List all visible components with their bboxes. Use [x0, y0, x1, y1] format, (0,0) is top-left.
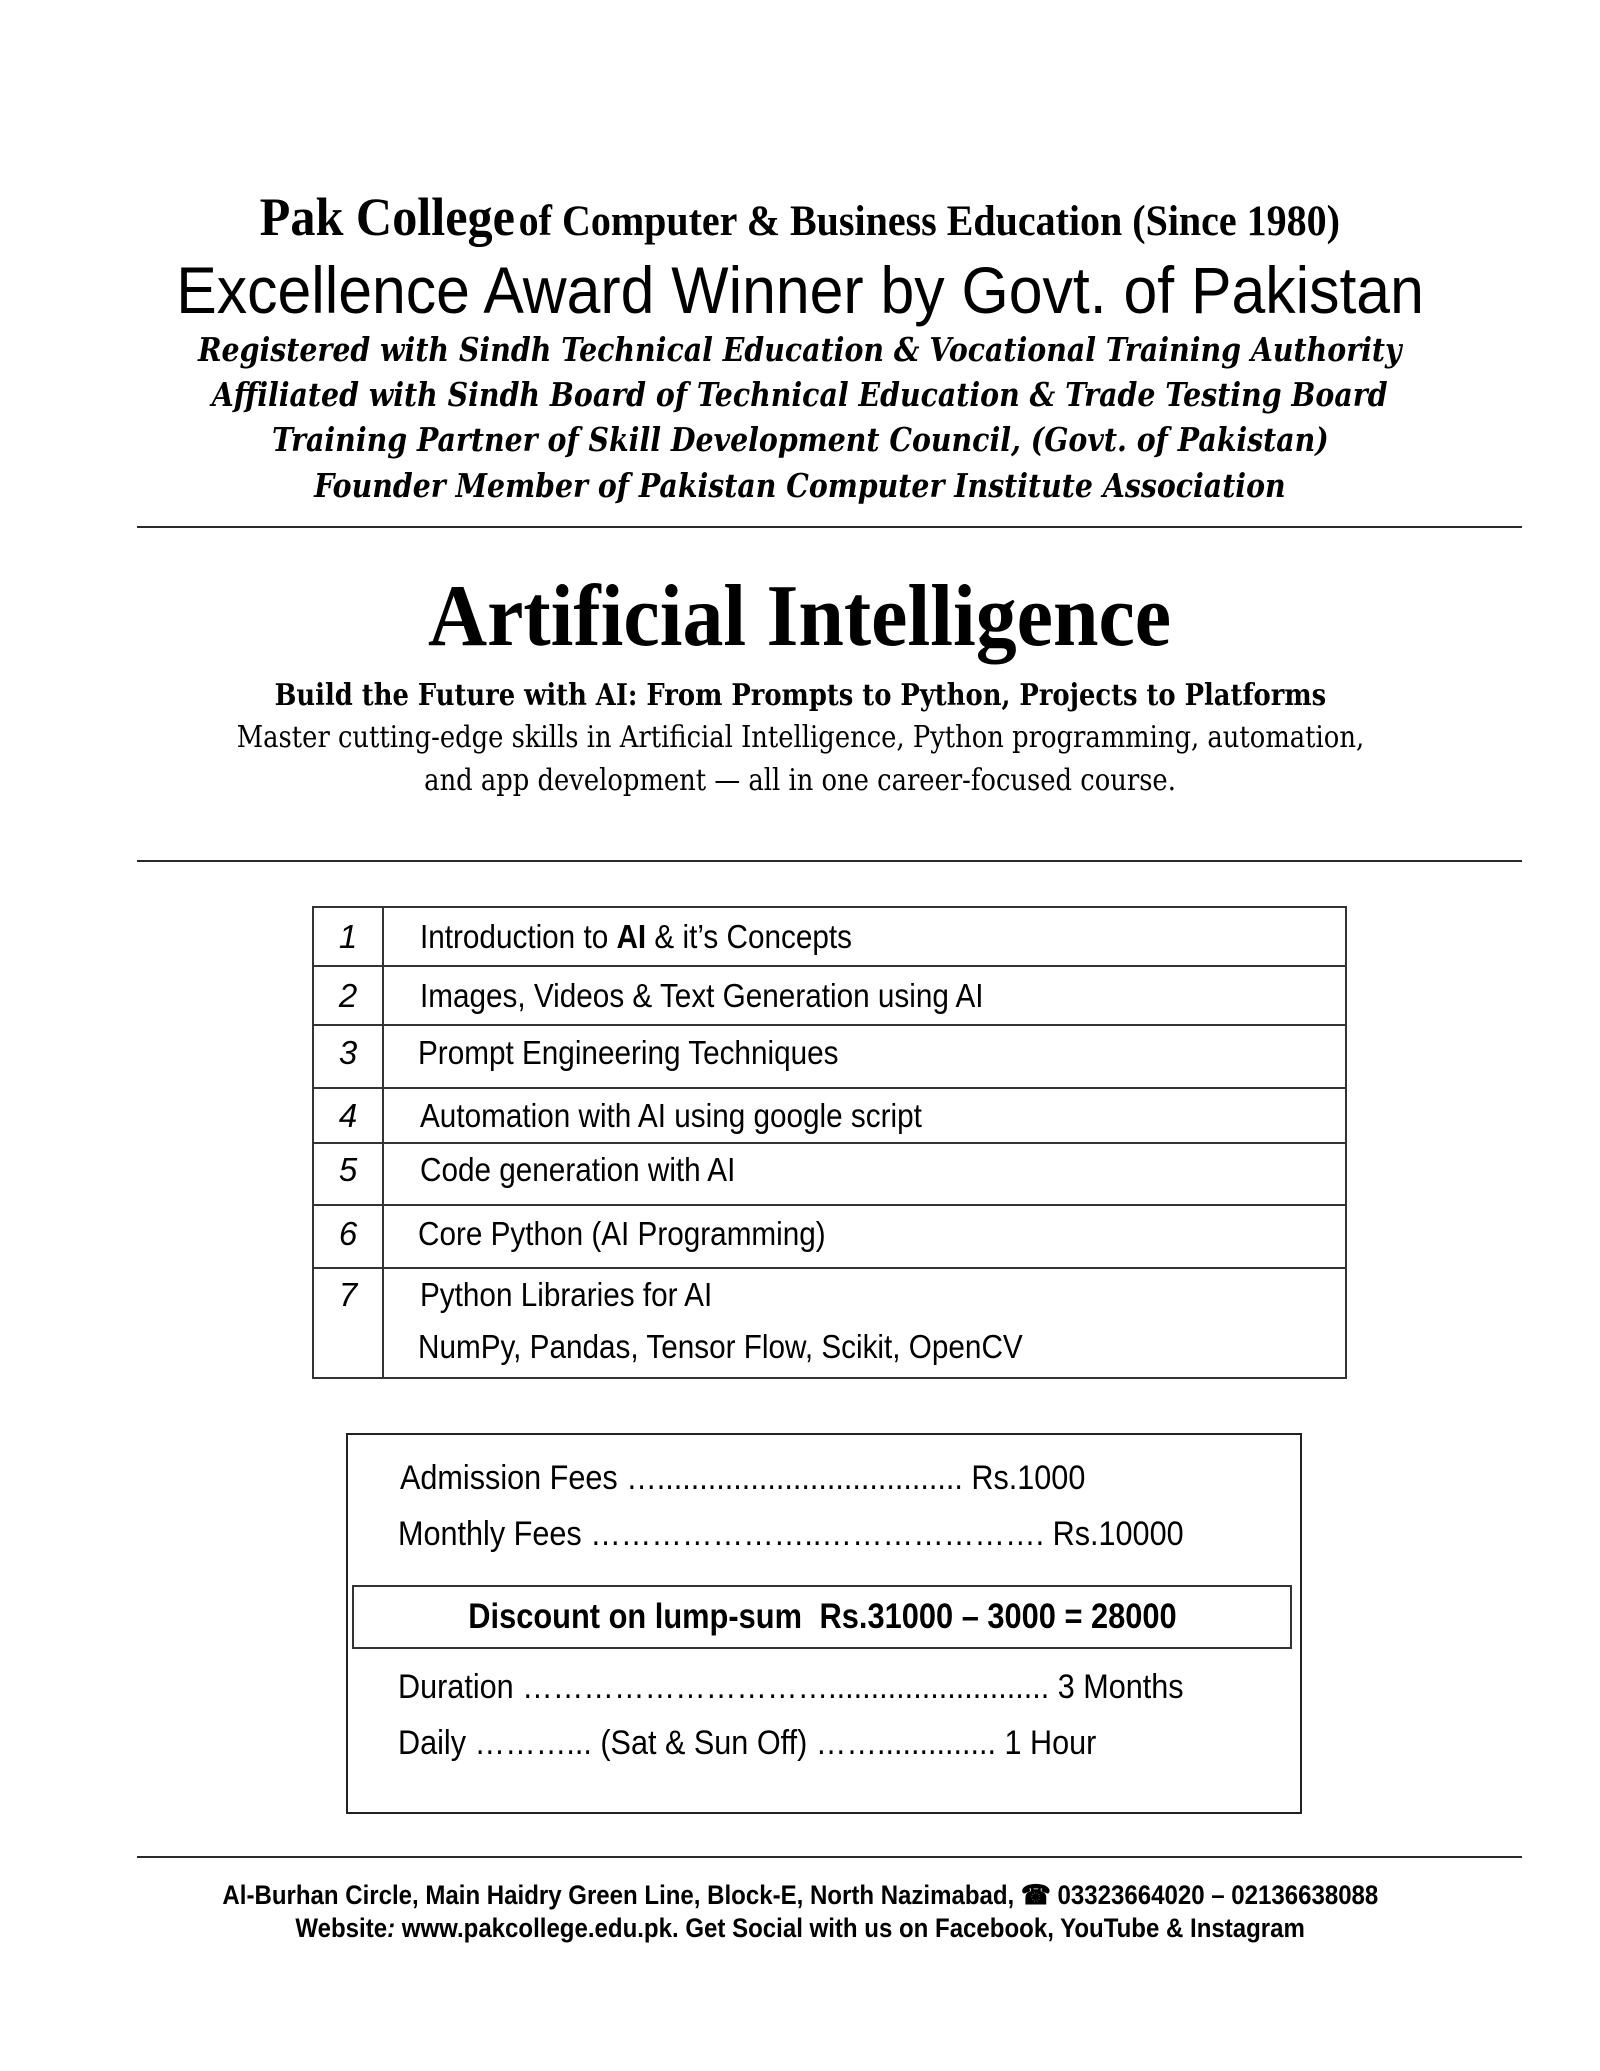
table-row: [313, 1025, 1346, 1088]
course-description-line: [0, 763, 1600, 798]
admission-fee-row: [400, 1459, 1085, 1498]
admission-fee-value: Rs.1000: [971, 1459, 1086, 1497]
header-divider: [137, 526, 1522, 528]
monthly-fee-label: Monthly Fees: [398, 1515, 582, 1553]
module-title: [383, 966, 1346, 1025]
leader-dots: …………………..………………….: [590, 1515, 1045, 1553]
monthly-fee-value: Rs.10000: [1052, 1515, 1184, 1553]
daily-value: 1 Hour: [1004, 1724, 1097, 1762]
discount-label: Discount on lump-sum: [467, 1597, 802, 1636]
award-line: [0, 252, 1600, 328]
daily-row: [398, 1724, 1096, 1763]
table-row: [313, 1143, 1346, 1205]
leader-dots: …………………………..........................: [522, 1668, 1050, 1706]
course-description-text: and app development — all in one career-focused course.: [424, 763, 1176, 798]
duration-value: 3 Months: [1057, 1668, 1184, 1706]
module-number: 4: [313, 1088, 383, 1143]
footer-address-line: [0, 1880, 1600, 1911]
module-number: 6: [313, 1205, 383, 1268]
table-row: [313, 1268, 1346, 1378]
module-number: 7: [313, 1268, 383, 1378]
college-name: Pak College: [259, 187, 516, 247]
section-divider: [137, 860, 1522, 862]
social-text: Get Social with us on Facebook, YouTube & Instagram: [685, 1913, 1305, 1943]
module-number: 2: [313, 966, 383, 1025]
affiliation-text: Registered with Sindh Technical Education & Vocational Training Authority: [198, 330, 1402, 369]
module-title-bold: AI: [616, 918, 647, 955]
affiliation-text: Training Partner of Skill Development Council, (Govt. of Pakistan): [271, 420, 1329, 459]
module-title: [383, 1268, 1346, 1378]
college-heading: [0, 186, 1600, 248]
daily-note: (Sat & Sun Off): [600, 1724, 808, 1762]
module-number: 1: [313, 907, 383, 966]
college-suffix: of Computer & Business Education (Since 1980): [518, 198, 1341, 245]
module-title-text: Introduction to: [420, 918, 617, 955]
monthly-fee-row: [398, 1515, 1184, 1554]
award-text: Excellence Award Winner by Govt. of Pakistan: [176, 253, 1424, 327]
footer-website-line: [0, 1913, 1600, 1944]
table-row: [313, 966, 1346, 1025]
leader-dots: ………...: [474, 1724, 592, 1762]
module-title: [383, 1143, 1346, 1205]
fees-box: [346, 1433, 1302, 1814]
module-subtitle-text: NumPy, Pandas, Tensor Flow, Scikit, OpenCV: [418, 1328, 1023, 1365]
module-title-text: Code generation with AI: [420, 1151, 736, 1188]
course-description-text: Master cutting-edge skills in Artificial Intelligence, Python programming, automation,: [236, 720, 1364, 755]
discount-value: Rs.31000 – 3000 = 28000: [819, 1597, 1177, 1636]
course-description-line: [0, 720, 1600, 755]
affiliation-line: [0, 375, 1600, 414]
course-tagline: [0, 678, 1600, 713]
admission-fee-label: Admission Fees: [400, 1459, 618, 1497]
course-tagline-text: Build the Future with AI: From Prompts to Python, Projects to Platforms: [274, 678, 1326, 713]
affiliation-text: Founder Member of Pakistan Computer Institute Association: [314, 466, 1286, 505]
leader-dots: ……..............: [815, 1724, 997, 1762]
module-title-text: & it’s Concepts: [646, 918, 852, 955]
affiliation-line: [0, 420, 1600, 459]
phone-icon: ☎: [1020, 1880, 1051, 1910]
daily-label: Daily: [398, 1724, 467, 1762]
affiliation-line: [0, 466, 1600, 505]
module-number: 5: [313, 1143, 383, 1205]
module-title-text: Python Libraries for AI: [420, 1276, 713, 1313]
footer-divider: [137, 1856, 1522, 1858]
module-title-text: Automation with AI using google script: [420, 1097, 922, 1134]
address-text: Al-Burhan Circle, Main Haidry Green Line, Block-E, North Nazimabad,: [222, 1880, 1014, 1910]
module-title: [383, 1205, 1346, 1268]
module-title-text: Core Python (AI Programming): [418, 1215, 826, 1252]
module-title: [383, 907, 1346, 966]
website-label: Website: [295, 1913, 387, 1943]
module-title-text: Prompt Engineering Techniques: [418, 1034, 839, 1071]
affiliation-text: Affiliated with Sindh Board of Technical Education & Trade Testing Board: [212, 375, 1388, 414]
leader-dots: …....................................: [626, 1459, 963, 1497]
website-link[interactable]: www.pakcollege.edu.pk.: [401, 1913, 679, 1943]
affiliation-line: [0, 330, 1600, 369]
table-row: [313, 907, 1346, 966]
course-title: [0, 566, 1600, 667]
module-number: 3: [313, 1025, 383, 1088]
discount-box: [352, 1585, 1292, 1649]
module-title: [383, 1025, 1346, 1088]
module-title-text: Images, Videos & Text Generation using AI: [420, 977, 984, 1014]
course-modules-table: [312, 906, 1347, 1379]
table-row: [313, 1205, 1346, 1268]
duration-row: [398, 1668, 1184, 1707]
website-colon: :: [386, 1913, 395, 1943]
phone-numbers: 03323664020 – 02136638088: [1057, 1880, 1378, 1910]
duration-label: Duration: [398, 1668, 514, 1706]
course-title-text: Artificial Intelligence: [428, 568, 1172, 665]
table-row: [313, 1088, 1346, 1143]
module-title: [383, 1088, 1346, 1143]
